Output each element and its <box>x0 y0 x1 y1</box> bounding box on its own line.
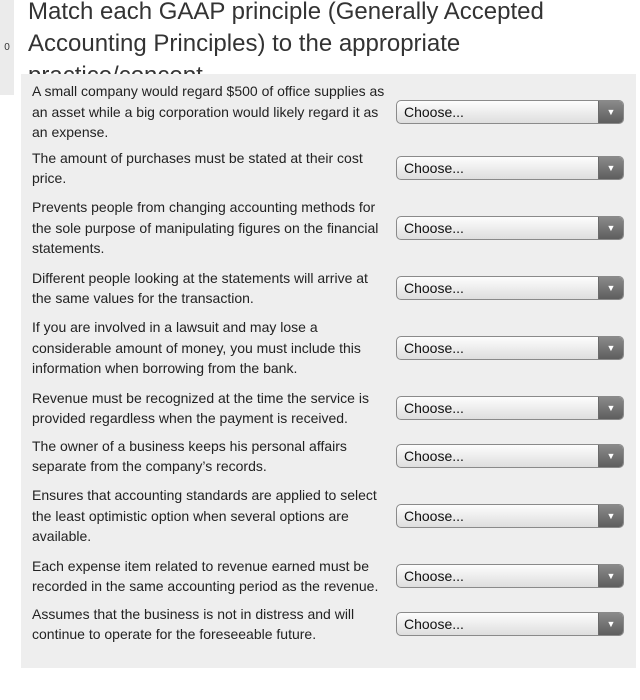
question-title: Match each GAAP principle (Generally Accepted Accounting Principles) to the appropriate <box>28 0 544 57</box>
match-row <box>28 600 633 648</box>
match-row <box>28 264 633 312</box>
match-prompt: Assumes that the business is not in distress and will continue to operate for the foreseeable future. <box>32 605 355 642</box>
answer-dropdown[interactable] <box>396 216 624 240</box>
match-row <box>28 144 633 192</box>
match-row <box>28 312 633 384</box>
dropdown-selected-value: Choose... <box>404 220 464 236</box>
match-prompt: The amount of purchases must be stated at their cost price. <box>32 149 363 186</box>
dropdown-selected-value: Choose... <box>404 104 464 120</box>
answer-dropdown[interactable] <box>396 276 624 300</box>
answer-dropdown[interactable] <box>396 504 624 528</box>
match-row <box>28 384 633 432</box>
dropdown-selected-value: Choose... <box>404 400 464 416</box>
dropdown-selected-value: Choose... <box>404 448 464 464</box>
match-row <box>28 552 633 600</box>
dropdown-selected-value: Choose... <box>404 340 464 356</box>
match-table <box>28 80 633 648</box>
dropdown-selected-value: Choose... <box>404 616 464 632</box>
answer-dropdown[interactable] <box>396 336 624 360</box>
chevron-down-icon: ▼ <box>598 505 623 527</box>
chevron-down-icon: ▼ <box>598 397 623 419</box>
answer-dropdown[interactable] <box>396 564 624 588</box>
match-prompt: Different people looking at the statements will arrive at the same values for the transaction. <box>32 269 368 306</box>
dropdown-selected-value: Choose... <box>404 508 464 524</box>
match-prompt: Ensures that accounting standards are applied to select the least optimistic option when several options are available. <box>32 487 377 545</box>
chevron-down-icon: ▼ <box>598 217 623 239</box>
match-prompt: Each expense item related to revenue earned must be recorded in the same accounting period as the revenue. <box>32 557 379 594</box>
match-row <box>28 192 633 264</box>
chevron-down-icon: ▼ <box>598 101 623 123</box>
chevron-down-icon: ▼ <box>598 277 623 299</box>
dropdown-selected-value: Choose... <box>404 160 464 176</box>
answer-dropdown[interactable] <box>396 100 624 124</box>
match-row <box>28 432 633 480</box>
match-row <box>28 480 633 552</box>
dropdown-selected-value: Choose... <box>404 280 464 296</box>
match-prompt: A small company would regard $500 of office supplies as an asset while a big corporation would likely regard it as an expense. <box>32 83 385 141</box>
match-prompt: Prevents people from changing accounting methods for the sole purpose of manipulating figures on the financial statements. <box>32 199 379 257</box>
chevron-down-icon: ▼ <box>598 337 623 359</box>
match-prompt: If you are involved in a lawsuit and may lose a considerable amount of money, you must include this information when borrowing from the bank. <box>32 319 361 377</box>
answer-dropdown[interactable] <box>396 612 624 636</box>
match-row <box>28 80 633 144</box>
match-prompt: The owner of a business keeps his personal affairs separate from the company’s records. <box>32 437 347 474</box>
answer-dropdown[interactable] <box>396 396 624 420</box>
chevron-down-icon: ▼ <box>598 157 623 179</box>
question-number: 0 <box>4 42 10 53</box>
chevron-down-icon: ▼ <box>598 565 623 587</box>
chevron-down-icon: ▼ <box>598 613 623 635</box>
chevron-down-icon: ▼ <box>598 445 623 467</box>
dropdown-selected-value: Choose... <box>404 568 464 584</box>
match-prompt: Revenue must be recognized at the time the service is provided regardless when the payment is received. <box>32 389 369 426</box>
answer-dropdown[interactable] <box>396 444 624 468</box>
answer-dropdown[interactable] <box>396 156 624 180</box>
